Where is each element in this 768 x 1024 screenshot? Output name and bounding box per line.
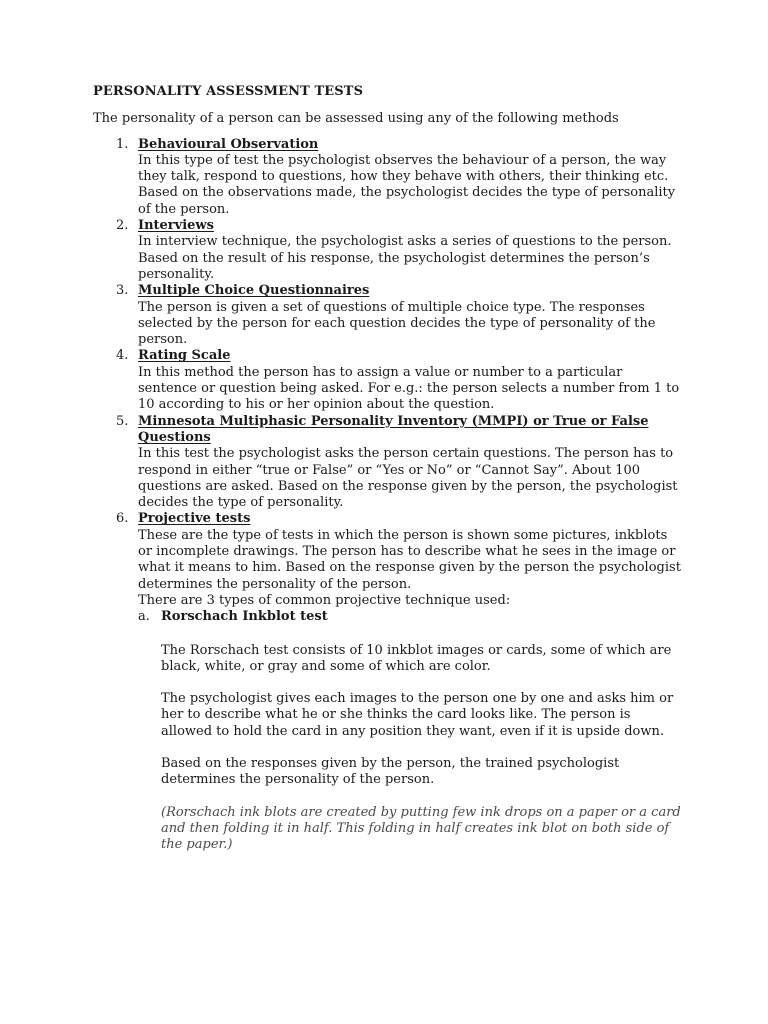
method-description: In this method the person has to assign a value or number to a particular sentence or question being asked. For e.g.: the person selects a number from 1 to 10 according to his or her opinion about the question. — [138, 364, 680, 413]
methods-list — [93, 137, 683, 854]
rorschach-paragraph: Based on the responses given by the person, the trained psychologist determines the personality of the person. — [161, 755, 620, 788]
method-description: In this type of test the psychologist observes the behaviour of a person, the way they talk, respond to questions, how they behave with others, their thinking etc. Based on the observations made, the psychologist decides the type of personality of the person. — [138, 152, 676, 217]
method-heading: Behavioural Observation — [138, 136, 319, 152]
sub-item-title: Rorschach Inkblot test — [161, 609, 328, 625]
method-description: In interview technique, the psychologist asks a series of questions to the person. Based on the result of his response, the psychologist determines the person’s personality. — [138, 234, 672, 282]
intro-text: The personality of a person can be assessed using any of the following methods — [93, 111, 619, 127]
list-number: 6. — [116, 511, 129, 527]
sub-item-letter: a. — [138, 609, 150, 625]
sub-item-rorschach — [138, 609, 683, 625]
list-number: 5. — [116, 413, 129, 429]
document-page — [93, 84, 683, 853]
list-item — [93, 283, 683, 348]
method-heading: Interviews — [138, 218, 214, 234]
list-number: 2. — [116, 218, 129, 234]
method-heading: Rating Scale — [138, 348, 231, 364]
method-description: These are the type of tests in which the person is shown some pictures, inkblots or incomplete drawings. The person has to describe what he sees in the image or what it means to him. Based on the response given by the person the psychologist determines the personality of the person. — [138, 527, 681, 592]
list-item — [93, 348, 683, 413]
list-number: 1. — [116, 136, 129, 152]
method-description: In this test the psychologist asks the person certain questions. The person has to respond in either “true or False” or “Yes or No” or “Cannot Say”. About 100 questions are asked. Based on the response given by the person, the psychologist decides the type of personality. — [138, 446, 678, 511]
list-number: 4. — [116, 348, 129, 364]
rorschach-paragraph: The Rorschach test consists of 10 inkblot images or cards, some of which are black, white, or gray and some of which are color. — [161, 642, 672, 674]
list-item — [93, 511, 683, 853]
list-item — [93, 414, 683, 512]
projective-types-intro: There are 3 types of common projective technique used: — [138, 592, 511, 608]
list-number: 3. — [116, 283, 129, 299]
list-item — [93, 137, 683, 218]
page-title: PERSONALITY ASSESSMENT TESTS — [93, 84, 364, 99]
rorschach-paragraph: The psychologist gives each images to the person one by one and asks him or her to describe what he or she thinks the card looks like. The person is allowed to hold the card in any position they want, even if it is upside down. — [161, 691, 674, 739]
list-item — [93, 218, 683, 283]
method-heading: Minnesota Multiphasic Personality Inventory (MMPI) or True or False Questions — [138, 413, 649, 445]
method-description: The person is given a set of questions of multiple choice type. The responses selected by the person for each question decides the type of personality of the person. — [138, 299, 656, 348]
method-heading: Projective tests — [138, 511, 251, 527]
rorschach-note: (Rorschach ink blots are created by putting few ink drops on a paper or a card and then folding it in half. This folding in half creates ink blot on both side of the paper.) — [161, 804, 681, 853]
method-heading: Multiple Choice Questionnaires — [138, 283, 370, 299]
